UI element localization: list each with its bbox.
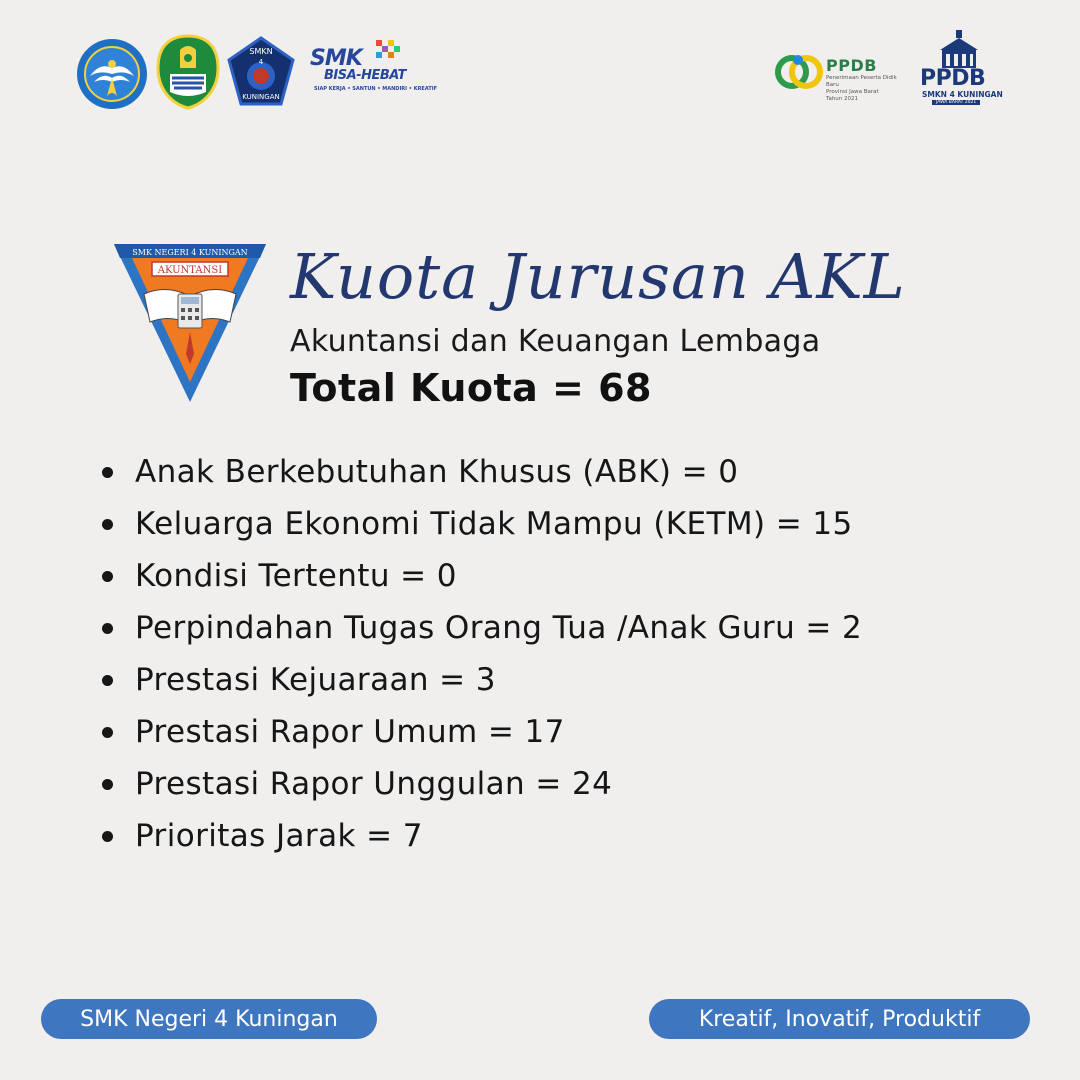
page-title: Kuota Jurusan AKL [290, 240, 906, 313]
bullet-icon [102, 623, 113, 634]
smk-brand-tagline: SIAP KERJA • SANTUN • MANDIRI • KREATIF [314, 86, 438, 92]
ppdb-smkn4-logo [926, 30, 992, 70]
smk-brand-line2: BISA-HEBAT [324, 68, 406, 83]
ppdb-jabar-sub-3: Tahun 2021 [826, 96, 859, 102]
smkn4-badge-bottom: KUNINGAN [242, 93, 280, 101]
smkn4-kuningan-logo [226, 36, 296, 108]
list-item [100, 550, 862, 602]
list-item [100, 758, 862, 810]
list-item [100, 498, 862, 550]
bullet-icon [102, 519, 113, 530]
quota-item-text: Perpindahan Tugas Orang Tua /Anak Guru = 2 [135, 610, 863, 646]
akuntansi-badge [110, 236, 270, 406]
list-item [100, 446, 862, 498]
quota-item-text: Anak Berkebutuhan Khusus (ABK) = 0 [135, 454, 739, 490]
bullet-icon [102, 779, 113, 790]
quota-item-text: Prestasi Rapor Unggulan = 24 [135, 766, 613, 802]
bullet-icon [102, 675, 113, 686]
jawa-barat-logo [156, 34, 220, 110]
ppdb-jabar-subtitle [826, 75, 906, 103]
ppdb-jabar-sub-1: Penerimaan Peserta Didik Baru [826, 75, 897, 88]
quota-item-text: Prestasi Rapor Umum = 17 [135, 714, 565, 750]
footer-school-pill: SMK Negeri 4 Kuningan [41, 999, 377, 1039]
quota-item-text: Kondisi Tertentu = 0 [135, 558, 457, 594]
ppdb-jabar-sub-2: Provinsi Jawa Barat [826, 89, 879, 95]
ppdb-jabar-logo [774, 46, 824, 96]
ppdb-school-region: JAWA BARAT 2021 [932, 100, 980, 105]
ppdb-jabar-name: PPDB [826, 56, 877, 75]
smkn4-badge-top: SMKN [249, 47, 273, 56]
list-item [100, 602, 862, 654]
quota-item-text: Prestasi Kejuaraan = 3 [135, 662, 496, 698]
ppdb-school-school: SMKN 4 KUNINGAN [922, 90, 1003, 99]
bullet-icon [102, 571, 113, 582]
smk-brand-line1: SMK [310, 46, 362, 71]
bullet-icon [102, 831, 113, 842]
page-subtitle: Akuntansi dan Keuangan Lembaga [290, 324, 821, 359]
quota-item-text: Prioritas Jarak = 7 [135, 818, 423, 854]
tut-wuri-handayani-logo [76, 38, 148, 110]
bullet-icon [102, 467, 113, 478]
smkn4-badge-mid: 4 [258, 58, 264, 66]
list-item [100, 654, 862, 706]
list-item [100, 810, 862, 862]
bullet-icon [102, 727, 113, 738]
footer-motto-pill: Kreatif, Inovatif, Produktif [649, 999, 1030, 1039]
smk-bisa-hebat-logo [310, 40, 438, 100]
akl-banner-text: AKUNTANSI [157, 265, 223, 276]
akl-ring-text: SMK NEGERI 4 KUNINGAN [132, 248, 248, 257]
quota-item-text: Keluarga Ekonomi Tidak Mampu (KETM) = 15 [135, 506, 853, 542]
list-item [100, 706, 862, 758]
quota-list [100, 446, 862, 862]
ppdb-school-name: PPDB [920, 66, 986, 91]
total-quota: Total Kuota = 68 [290, 366, 652, 410]
